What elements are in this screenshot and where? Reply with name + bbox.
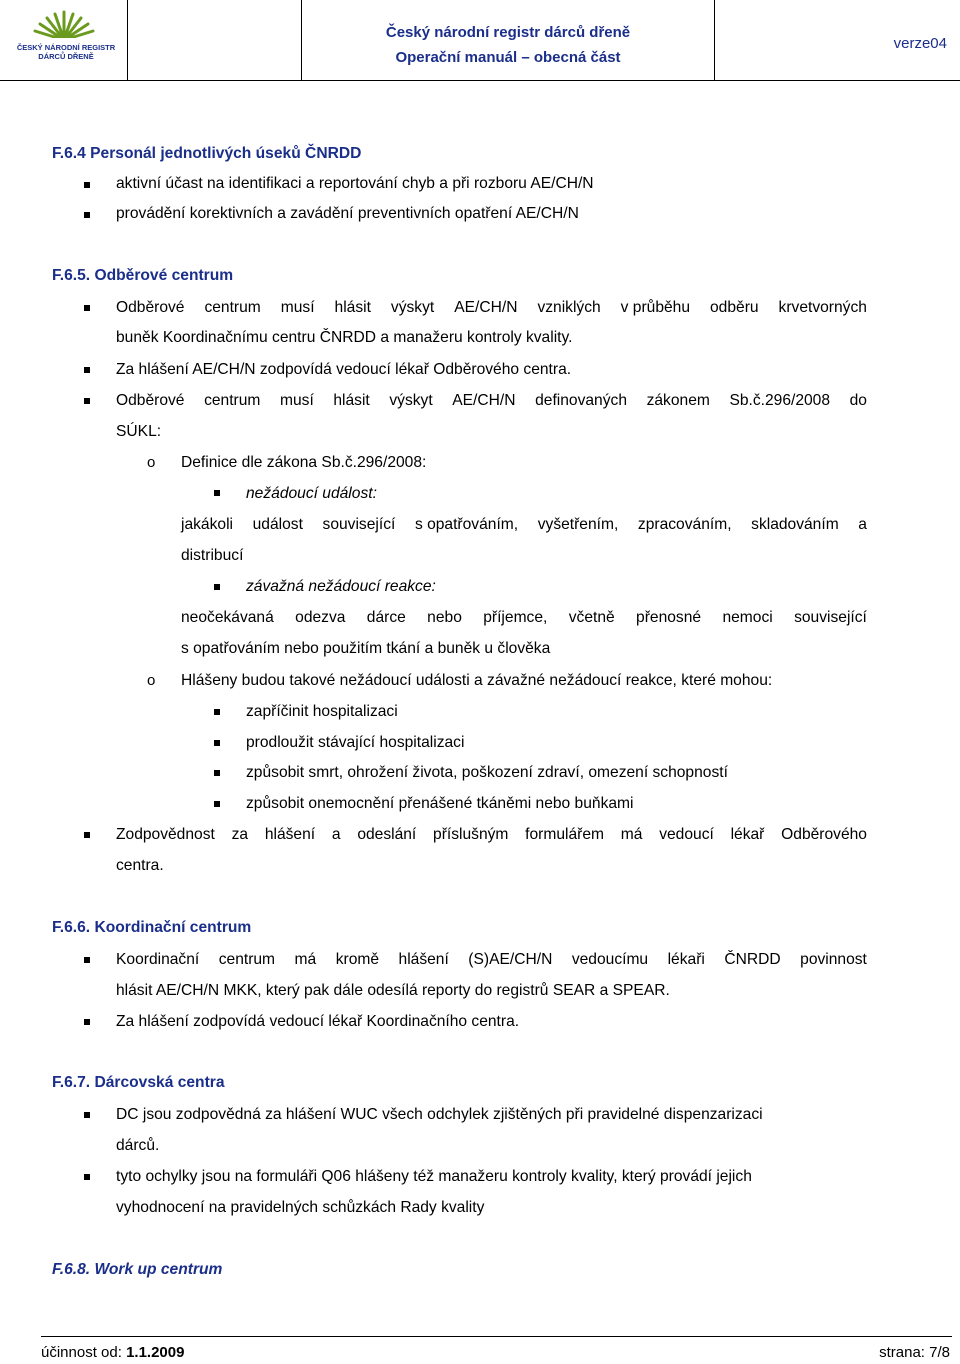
word: musí xyxy=(280,299,315,316)
word: nemoci xyxy=(722,609,773,626)
word: povinnost xyxy=(800,951,867,968)
word: vedoucímu xyxy=(571,951,649,968)
paragraph-line: DC jsou zodpovědná za hlášení WUC všech odchylek zjištěných při pravidelné dispenzarizaci xyxy=(116,1106,763,1123)
definition-term: nežádoucí událost: xyxy=(246,485,377,502)
paragraph-line xyxy=(181,516,867,534)
word: odběru xyxy=(710,299,759,316)
paragraph-line: centra. xyxy=(116,857,164,874)
paragraph-line xyxy=(116,299,867,317)
word: a xyxy=(858,516,867,533)
circle-bullet-icon: o xyxy=(147,672,156,689)
word: hlásit xyxy=(334,299,371,316)
bullet-icon xyxy=(214,740,220,746)
section-heading-f68: F.6.8. Work up centrum xyxy=(52,1261,223,1278)
word: krvetvorných xyxy=(778,299,867,316)
word: definovaných xyxy=(535,392,627,409)
paragraph-line xyxy=(116,951,867,969)
paragraph-line: SÚKL: xyxy=(116,423,162,440)
word: AE/CH/N xyxy=(454,299,518,316)
list-item: způsobit smrt, ohrožení života, poškození zdraví, omezení schopností xyxy=(246,764,728,781)
word: zákonem xyxy=(646,392,710,409)
word: Odběrové xyxy=(116,392,185,409)
footer-divider xyxy=(41,1336,952,1337)
effective-date: 1.1.2009 xyxy=(126,1344,185,1361)
circle-bullet-icon: o xyxy=(147,454,156,471)
paragraph-line: buněk Koordinačnímu centru ČNRDD a manažeru kontroly kvality. xyxy=(116,329,573,346)
bullet-icon xyxy=(214,709,220,715)
word: s opatřováním, xyxy=(414,516,519,533)
logo-text xyxy=(12,43,120,61)
word: odeslání xyxy=(357,826,417,843)
page-header xyxy=(0,0,960,82)
word: skladováním xyxy=(751,516,839,533)
word: příslušným xyxy=(433,826,509,843)
bullet-icon xyxy=(214,770,220,776)
bullet-icon xyxy=(84,398,90,404)
list-item: způsobit onemocnění přenášené tkáněmi nebo buňkami xyxy=(246,795,634,812)
word: Koordinační xyxy=(116,951,200,968)
paragraph-line xyxy=(181,609,867,627)
list-item: Za hlášení zodpovídá vedoucí lékař Koordinačního centra. xyxy=(116,1013,520,1030)
list-item: provádění korektivních a zavádění preventivních opatření AE/CH/N xyxy=(116,205,579,222)
paragraph-line: dárců. xyxy=(116,1137,160,1154)
word: dárce xyxy=(366,609,406,626)
paragraph-line: s opatřováním nebo použitím tkání a buněk u člověka xyxy=(181,640,551,657)
word: lékaři xyxy=(667,951,705,968)
bullet-icon xyxy=(84,1112,90,1118)
bullet-icon xyxy=(214,584,220,590)
word: vyšetřením, xyxy=(537,516,619,533)
logo-text-line2: DÁRCŮ DŘENĚ xyxy=(38,52,94,61)
word: výskyt xyxy=(390,299,435,316)
word: zpracováním, xyxy=(637,516,732,533)
paragraph-line: vyhodnocení na pravidelných schůzkách Rady kvality xyxy=(116,1199,485,1216)
word: událost xyxy=(252,516,303,533)
definition-term: závažná nežádoucí reakce: xyxy=(246,578,436,595)
word: Odběrového xyxy=(781,826,867,843)
word: a xyxy=(331,826,341,843)
version-label: verze04 xyxy=(893,35,947,52)
list-item: zapříčinit hospitalizaci xyxy=(246,703,398,720)
paragraph-line xyxy=(116,826,867,844)
section-heading-f64: F.6.4 Personál jednotlivých úseků ČNRDD xyxy=(52,145,362,162)
word: nebo xyxy=(427,609,462,626)
registry-logo xyxy=(0,0,128,80)
word: hlásit xyxy=(333,392,370,409)
list-item: prodloužit stávající hospitalizaci xyxy=(246,734,465,751)
paragraph-line xyxy=(116,392,867,410)
logo-text-line1: ČESKÝ NÁRODNÍ REGISTR xyxy=(16,43,116,52)
list-item: aktivní účast na identifikaci a reportování chyb a při rozboru AE/CH/N xyxy=(116,175,594,192)
paragraph-line: tyto ochylky jsou na formuláři Q06 hlášeny též manažeru kontroly kvality, který provádí jejich xyxy=(116,1168,752,1185)
paragraph-line: hlásit AE/CH/N MKK, který pak dále odesílá reporty do registrů SEAR a SPEAR. xyxy=(116,982,670,999)
word: (S)AE/CH/N xyxy=(468,951,553,968)
word: kromě xyxy=(335,951,380,968)
word: má xyxy=(294,951,317,968)
bullet-icon xyxy=(214,801,220,807)
word: vzniklých xyxy=(537,299,601,316)
bullet-icon xyxy=(84,1019,90,1025)
word: do xyxy=(849,392,867,409)
word: v průběhu xyxy=(620,299,691,316)
word: formulářem xyxy=(525,826,605,843)
word: ČNRDD xyxy=(724,951,781,968)
word: za xyxy=(231,826,249,843)
word: Odběrové xyxy=(116,299,185,316)
word: hlášení xyxy=(264,826,316,843)
word: přenosné xyxy=(636,609,702,626)
header-divider xyxy=(0,80,960,81)
word: má xyxy=(620,826,643,843)
bullet-icon xyxy=(84,305,90,311)
word: související xyxy=(322,516,396,533)
word: neočekávaná xyxy=(181,609,274,626)
bullet-icon xyxy=(84,957,90,963)
word: odezva xyxy=(295,609,346,626)
footer-effective-date xyxy=(41,1344,184,1361)
word: Zodpovědnost xyxy=(116,826,215,843)
word: výskyt xyxy=(389,392,433,409)
bullet-icon xyxy=(214,490,220,496)
word: jakákoli xyxy=(181,516,234,533)
bullet-icon xyxy=(84,182,90,188)
definition-title: Definice dle zákona Sb.č.296/2008: xyxy=(181,454,427,471)
effective-label: účinnost od: xyxy=(41,1344,122,1361)
report-criteria-title: Hlášeny budou takové nežádoucí události a závažné nežádoucí reakce, které mohou: xyxy=(181,672,773,689)
word: včetně xyxy=(568,609,615,626)
word: centrum xyxy=(218,951,276,968)
word: příjemce, xyxy=(483,609,548,626)
word: Sb.č.296/2008 xyxy=(729,392,831,409)
bullet-icon xyxy=(84,832,90,838)
list-item: Za hlášení AE/CH/N zodpovídá vedoucí lékař Odběrového centra. xyxy=(116,361,572,378)
word: vedoucí xyxy=(659,826,714,843)
bullet-icon xyxy=(84,367,90,373)
word: musí xyxy=(279,392,314,409)
page-number: strana: 7/8 xyxy=(879,1344,950,1361)
document-subtitle: Operační manuál – obecná část xyxy=(395,49,621,66)
section-heading-f67: F.6.7. Dárcovská centra xyxy=(52,1074,225,1091)
word: centrum xyxy=(204,299,261,316)
bullet-icon xyxy=(84,1174,90,1180)
word: hlášení xyxy=(398,951,449,968)
section-heading-f65: F.6.5. Odběrové centrum xyxy=(52,267,234,284)
word: související xyxy=(794,609,867,626)
document-title: Český národní registr dárců dřeně xyxy=(385,24,631,41)
word: lékař xyxy=(730,826,765,843)
paragraph-line: distribucí xyxy=(181,547,244,564)
word: AE/CH/N xyxy=(452,392,516,409)
section-heading-f66: F.6.6. Koordinační centrum xyxy=(52,919,252,936)
header-title-block xyxy=(301,0,715,80)
sunburst-logo-icon xyxy=(0,0,127,48)
bullet-icon xyxy=(84,212,90,218)
word: centrum xyxy=(204,392,261,409)
